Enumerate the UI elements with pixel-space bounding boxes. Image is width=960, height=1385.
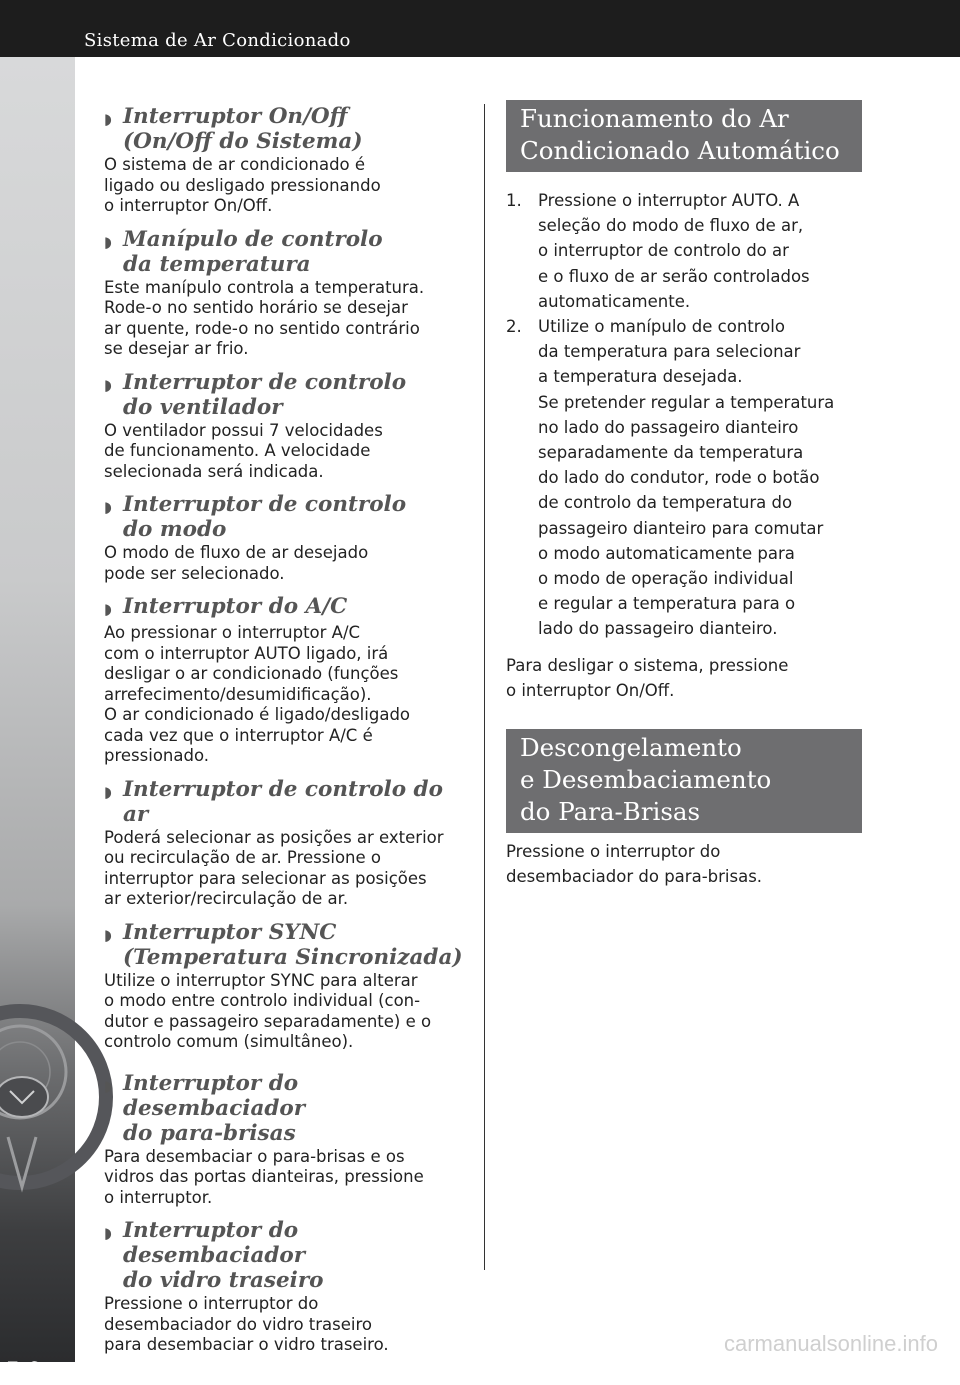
section-body: Pressione o interruptor do desembaciador do vidro traseiro para desembaciar o vidro traseiro.	[104, 1294, 389, 1354]
bullet-icon: ◗	[104, 600, 112, 618]
left-column	[104, 104, 474, 1356]
section-heading	[104, 1071, 474, 1146]
section-body: Este manípulo controla a temperatura. Rode-o no sentido horário se desejar ar quente, rode-o no sentido contrário se desejar ar frio.	[104, 277, 425, 358]
section-title: Interruptor On/Off (On/Off do Sistema)	[123, 104, 363, 154]
section-title: Interruptor do desembaciador do para-brisas	[123, 1070, 306, 1146]
list-item	[506, 188, 866, 314]
section-on-off	[104, 104, 474, 217]
step-number: 2.	[506, 317, 522, 337]
auto-steps-list	[506, 188, 866, 642]
section-body: Utilize o interruptor SYNC para alterar o modo entre controlo individual (con- dutor e passageiro separadamente) e o controlo comum (simultâneo).	[104, 970, 432, 1051]
section-title: Interruptor SYNC (Temperatura Sincronizada)	[123, 919, 463, 970]
off-instructions: Para desligar o sistema, pressione o interruptor On/Off.	[506, 655, 789, 700]
right-column	[506, 100, 866, 889]
header-title: Sistema de Ar Condicionado	[84, 30, 351, 51]
bullet-icon: ◗	[104, 782, 112, 801]
section-title: Interruptor do A/C	[123, 594, 348, 619]
bullet-icon: ◗	[104, 1224, 112, 1242]
section-title: Manípulo de controlo da temperatura	[123, 226, 383, 277]
step-text: Utilize o manípulo de controlo da temperatura para selecionar a temperatura desejada. Se pretender regular a temperatura no lado do passageiro dianteiro separadamente da temperatura do lado do condutor, rode o botão de controlo da temperatura do passageiro dianteiro para comutar o modo automaticamente para o modo de operação individual e regular a temperatura para o lado do passageiro dianteiro.	[538, 317, 835, 639]
section-heading	[104, 920, 474, 970]
bullet-icon: ◗	[104, 925, 112, 944]
bullet-icon: ◗	[104, 110, 112, 128]
section-sync	[104, 920, 474, 1053]
page-number: 5-6	[6, 1357, 41, 1384]
bullet-icon: ◗	[104, 232, 112, 251]
step-text: Pressione o interruptor AUTO. A seleção do modo de fluxo de ar, o interruptor de controlo do ar e o fluxo de ar serão controlados automaticamente.	[538, 191, 810, 311]
section-body: O modo de fluxo de ar desejado pode ser selecionado.	[104, 543, 369, 583]
section-temperature-knob	[104, 227, 474, 360]
section-heading	[104, 777, 474, 827]
defrost-instructions: Pressione o interruptor do desembaciador do para-brisas.	[506, 842, 763, 887]
bullet-icon: ◗	[104, 1076, 112, 1095]
section-body: Para desembaciar o para-brisas e os vidros das portas dianteiras, pressione o interruptor.	[104, 1146, 424, 1207]
sidebar-image	[0, 57, 75, 1384]
section-heading	[104, 227, 474, 277]
section-title: Interruptor do desembaciador do vidro traseiro	[123, 1218, 324, 1293]
watermark: carmanualsonline.info	[723, 1331, 938, 1356]
bullet-icon: ◗	[104, 498, 112, 516]
section-heading	[104, 492, 474, 542]
section-title: Interruptor de controlo do ventilador	[123, 369, 407, 420]
section-rear-defroster	[104, 1218, 474, 1356]
list-item	[506, 314, 866, 642]
step-number: 1.	[506, 191, 522, 210]
column-divider	[484, 104, 485, 1270]
header-bar	[0, 0, 960, 57]
section-mode-control	[104, 492, 474, 584]
steering-wheel-icon	[0, 57, 75, 1362]
section-body: O sistema de ar condicionado é ligado ou desligado pressionando o interruptor On/Off.	[104, 155, 381, 215]
section-heading	[104, 104, 474, 154]
section-heading	[104, 370, 474, 420]
section-body: Ao pressionar o interruptor A/C com o interruptor AUTO ligado, irá desligar o ar condicionado (funções arrefecimento/desumidificação). O ar condicionado é ligado/desligado cada vez que o interruptor A/C é pressionado.	[104, 623, 411, 765]
bullet-icon: ◗	[104, 375, 112, 394]
section-body: O ventilador possui 7 velocidades de funcionamento. A velocidade selecionada será indicada.	[104, 420, 383, 481]
section-body: Poderá selecionar as posições ar exterior ou recirculação de ar. Pressione o interruptor para selecionar as posições ar exterior/recirculação de ar.	[104, 827, 444, 908]
defrost-heading: Descongelamento e Desembaciamento do Para-Brisas	[506, 729, 862, 833]
section-air-control	[104, 777, 474, 910]
auto-operation-heading: Funcionamento do Ar Condicionado Automático	[506, 100, 862, 172]
section-title: Interruptor de controlo do modo	[123, 492, 407, 542]
section-heading	[104, 594, 474, 622]
section-heading	[104, 1218, 474, 1293]
section-title: Interruptor de controlo do ar	[123, 776, 443, 827]
section-windshield-defroster	[104, 1071, 474, 1209]
section-ac-switch	[104, 594, 474, 767]
section-fan-control	[104, 370, 474, 483]
